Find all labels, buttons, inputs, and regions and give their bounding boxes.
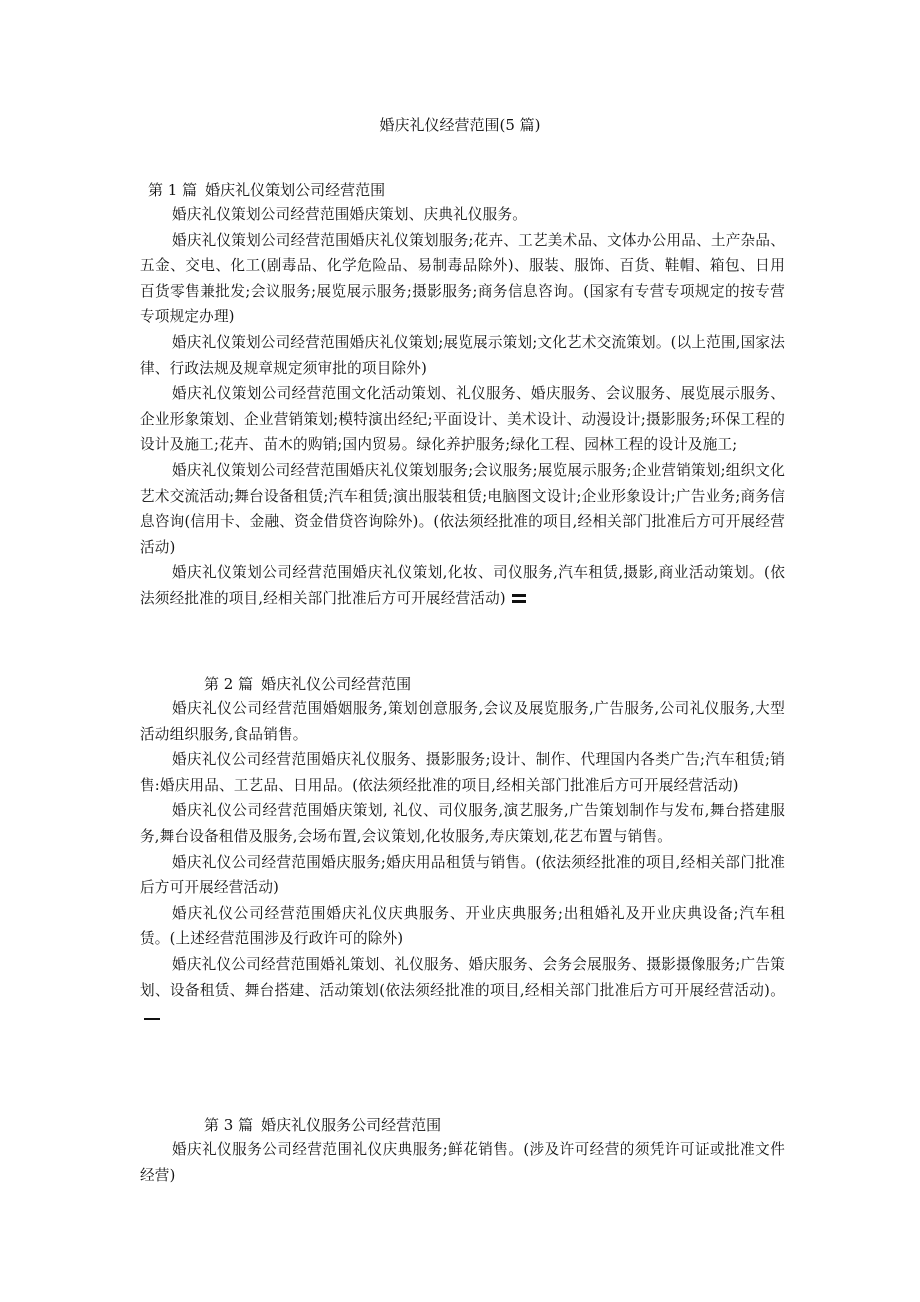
paragraph: 婚庆礼仪公司经营范围婚庆礼仪庆典服务、开业庆典服务;出租婚礼及开业庆典设备;汽车租赁。(上述经营范围涉及行政许可的除外) bbox=[140, 904, 785, 948]
section-title: 婚庆礼仪服务公司经营范围 bbox=[261, 1116, 442, 1134]
section-title: 婚庆礼仪策划公司经营范围 bbox=[205, 181, 386, 199]
paragraph: 婚庆礼仪公司经营范围婚庆服务;婚庆用品租赁与销售。(依法须经批准的项目,经相关部门批准后方可开展经营活动) bbox=[140, 853, 785, 897]
section-number: 第 2 篇 bbox=[204, 675, 254, 693]
section-number: 第 3 篇 bbox=[204, 1116, 254, 1134]
underline-mark bbox=[144, 1018, 160, 1020]
section-number: 第 1 篇 bbox=[148, 181, 198, 199]
paragraph: 婚庆礼仪公司经营范围婚庆礼仪服务、摄影服务;设计、制作、代理国内各类广告;汽车租赁;销售:婚庆用品、工艺品、日用品。(依法须经批准的项目,经相关部门批准后方可开展经营活动) bbox=[140, 751, 785, 794]
paragraph-text: 婚庆礼仪策划公司经营范围婚庆礼仪策划,化妆、司仪服务,汽车租赁,摄影,商业活动策划。(依法须经批准的项目,经相关部门批准后方可开展经营活动) bbox=[140, 564, 785, 607]
section-heading bbox=[140, 178, 785, 202]
section-1 bbox=[140, 178, 785, 612]
section-heading bbox=[140, 1113, 785, 1137]
paragraph-last bbox=[140, 560, 785, 611]
paragraph: 婚庆礼仪策划公司经营范围婚庆礼仪策划;展览展示策划;文化艺术交流策划。(以上范围,国家法律、行政法规及规章规定须审批的项目除外) bbox=[140, 333, 785, 377]
paragraph-last bbox=[140, 952, 785, 1029]
section-title: 婚庆礼仪公司经营范围 bbox=[261, 675, 412, 693]
section-3 bbox=[140, 1113, 785, 1188]
section-2 bbox=[140, 672, 785, 1029]
paragraph: 婚庆礼仪公司经营范围婚庆策划, 礼仪、司仪服务,演艺服务,广告策划制作与发布,舞台搭建服务,舞台设备租借及服务,会场布置,会议策划,化妆服务,寿庆策划,花艺布置与销售。 bbox=[140, 802, 785, 845]
paragraph: 婚庆礼仪策划公司经营范围婚庆礼仪策划服务;会议服务;展览展示服务;企业营销策划;组织文化艺术交流活动;舞台设备租赁;汽车租赁;演出服装租赁;电脑图文设计;企业形象设计;广告业务;商务信息咨询(信用卡、金融、资金借贷咨询除外)。(依法须经批准的项目,经相关部门批准后方可开展经营活动) bbox=[140, 461, 785, 556]
paragraph: 婚庆礼仪策划公司经营范围文化活动策划、礼仪服务、婚庆服务、会议服务、展览展示服务、企业形象策划、企业营销策划;模特演出经纪;平面设计、美术设计、动漫设计;摄影服务;环保工程的设计及施工;花卉、苗木的购销;国内贸易。绿化养护服务;绿化工程、园林工程的设计及施工; bbox=[140, 385, 785, 454]
paragraph-text: 婚庆礼仪公司经营范围婚礼策划、礼仪服务、婚庆服务、会务会展服务、摄影摄像服务;广告策划、设备租赁、舞台搭建、活动策划(依法须经批准的项目,经相关部门批准后方可开展经营活动)。 bbox=[140, 955, 785, 999]
document-title: 婚庆礼仪经营范围(5 篇) bbox=[379, 116, 541, 134]
paragraph: 婚庆礼仪服务公司经营范围礼仪庆典服务;鲜花销售。(涉及许可经营的须凭许可证或批准文件经营) bbox=[140, 1141, 785, 1184]
double-bar-mark bbox=[512, 594, 526, 603]
paragraph: 婚庆礼仪公司经营范围婚姻服务,策划创意服务,会议及展览服务,广告服务,公司礼仪服务,大型活动组织服务,食品销售。 bbox=[140, 700, 785, 743]
paragraph: 婚庆礼仪策划公司经营范围婚庆礼仪策划服务;花卉、工艺美术品、文体办公用品、土产杂品、五金、交电、化工(剧毒品、化学危险品、易制毒品除外)、服装、服饰、百货、鞋帽、箱包、日用百货零售兼批发;会议服务;展览展示服务;摄影服务;商务信息咨询。(国家有专营专项规定的按专营专项规定办理) bbox=[140, 231, 785, 326]
section-heading bbox=[140, 672, 785, 696]
paragraph: 婚庆礼仪策划公司经营范围婚庆策划、庆典礼仪服务。 bbox=[172, 206, 528, 223]
